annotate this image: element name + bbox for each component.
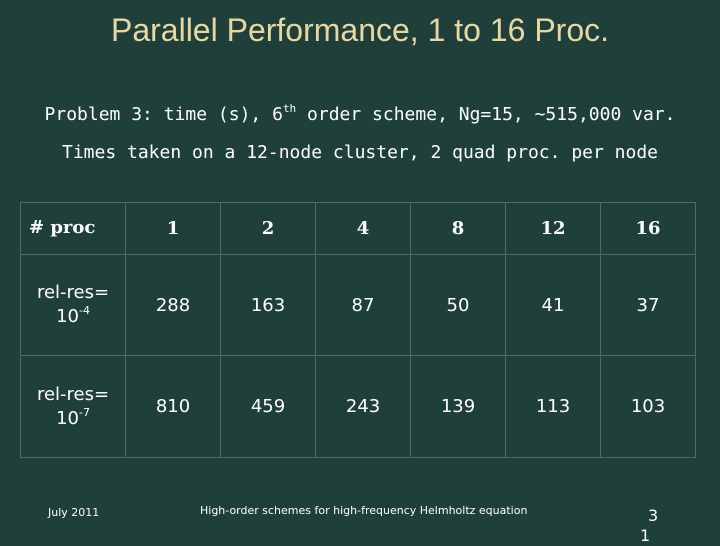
page-number — [640, 506, 678, 546]
header-proc-8: 8 — [411, 203, 506, 255]
header-proc-2: 2 — [221, 203, 316, 255]
subtitle-cluster: Times taken on a 12-node cluster, 2 quad proc. per node — [61, 142, 659, 163]
row-label-rel-res-1e-4 — [21, 254, 126, 356]
header-proc-12: 12 — [506, 203, 601, 255]
page-number-part1: 3 — [648, 506, 659, 525]
row-label-text: rel-res= — [36, 383, 110, 405]
page-number-part2: 1 — [640, 526, 651, 545]
subtitle-problem-after: order scheme, Ng=15, ~515,000 var. — [296, 104, 676, 125]
row-label-exponent: -4 — [78, 304, 90, 318]
table-cell: 288 — [126, 254, 221, 356]
table-cell: 810 — [126, 356, 221, 458]
table-cell: 459 — [221, 356, 316, 458]
table-cell: 37 — [601, 254, 696, 356]
row-label-exponent: -7 — [78, 405, 90, 419]
table-cell: 163 — [221, 254, 316, 356]
table-cell: 139 — [411, 356, 506, 458]
footer-caption: High-order schemes for high-frequency Helmholtz equation — [200, 504, 528, 517]
header-proc-16: 16 — [601, 203, 696, 255]
row-label-rel-res-1e-7 — [21, 356, 126, 458]
slide-title: Parallel Performance, 1 to 16 Proc. — [110, 12, 609, 48]
table-cell: 113 — [506, 356, 601, 458]
header-proc-4: 4 — [316, 203, 411, 255]
footer-date: July 2011 — [48, 506, 100, 519]
header-proc-1: 1 — [126, 203, 221, 255]
row-label-base: 10 — [56, 306, 79, 328]
subtitle-problem-superscript: th — [282, 102, 297, 115]
row-label-text: rel-res= — [36, 282, 110, 304]
table-cell: 50 — [411, 254, 506, 356]
table-row — [21, 254, 696, 356]
table-header-row — [21, 203, 696, 255]
table-cell: 41 — [506, 254, 601, 356]
header-proc-label: # proc — [21, 203, 126, 255]
row-label-base: 10 — [56, 407, 79, 429]
subtitle-problem — [0, 104, 720, 125]
table-cell: 103 — [601, 356, 696, 458]
table-cell: 243 — [316, 356, 411, 458]
table-row — [21, 356, 696, 458]
subtitle-problem-before: Problem 3: time (s), 6 — [44, 104, 283, 125]
table-cell: 87 — [316, 254, 411, 356]
performance-table — [20, 202, 696, 458]
